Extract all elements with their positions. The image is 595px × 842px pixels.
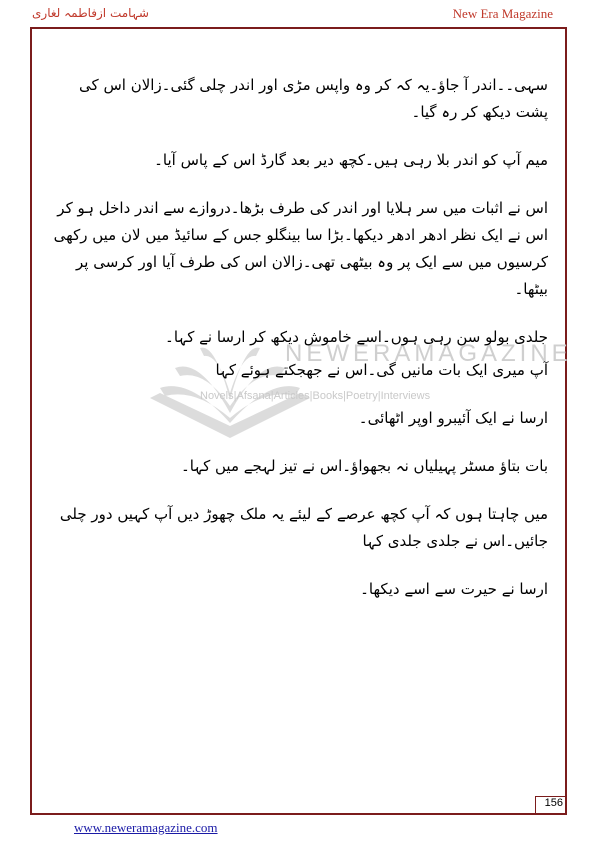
paragraph-1: سہی۔۔اندر آ جاؤ۔یہ کہ کر وہ واپس مڑی اور اندر چلی گئی۔زالان اس کی پشت دیکھ کر رہ گیا۔ bbox=[79, 76, 548, 121]
paragraph-8: میں چاہتا ہوں کہ آپ کچھ عرصے کے لیئے یہ ملک چھوڑ دیں آپ کہیں دور چلی جائیں۔اس نے جلدی جلدی کہا bbox=[59, 505, 548, 550]
paragraph-4: جلدی بولو سن رہی ہوں۔اسے خاموش دیکھ کر ارسا نے کہا۔ bbox=[165, 328, 548, 346]
paragraph-9: ارسا نے حیرت سے اسے دیکھا۔ bbox=[360, 580, 548, 598]
paragraph-7: بات بتاؤ مسٹر پہیلیاں نہ بجھواؤ۔اس نے تیز لہجے میں کہا۔ bbox=[180, 457, 548, 475]
header-author: شہامت ازفاطمہ لغاری bbox=[32, 6, 149, 20]
header-magazine-title: New Era Magazine bbox=[452, 6, 553, 21]
paragraph-3: اس نے اثبات میں سر ہلایا اور اندر کی طرف بڑھا۔دروازے سے اندر داخل ہو کر اس نے ایک نظر ادھر ادھر دیکھا۔بڑا سا بینگلو جس کے سائیڈ میں لان میں رکھی کرسیوں میں سے ایک پر وہ بیٹھی تھی۔زالان اس کی طرف آیا اور کرسی پر بیٹھا۔ bbox=[53, 199, 548, 298]
page-number: 156 bbox=[535, 796, 565, 813]
watermark-title: NEWERAMAGAZINE bbox=[285, 340, 572, 367]
paragraph-6: ارسا نے ایک آئیبرو اوپر اٹھائی۔ bbox=[358, 409, 548, 427]
watermark-subtitle: Novels|Afsana|Articles|Books|Poetry|Interviews bbox=[200, 390, 431, 402]
paragraph-2: میم آپ کو اندر بلا رہی ہیں۔کچھ دیر بعد گارڈ اس کے پاس آیا۔ bbox=[154, 151, 548, 169]
footer-website-link[interactable]: www.neweramagazine.com bbox=[74, 820, 218, 835]
story-text bbox=[52, 72, 548, 624]
paragraph-5: آپ میری ایک بات مانیں گی۔اس نے جھجکتے ہوئے کہا bbox=[215, 361, 548, 379]
